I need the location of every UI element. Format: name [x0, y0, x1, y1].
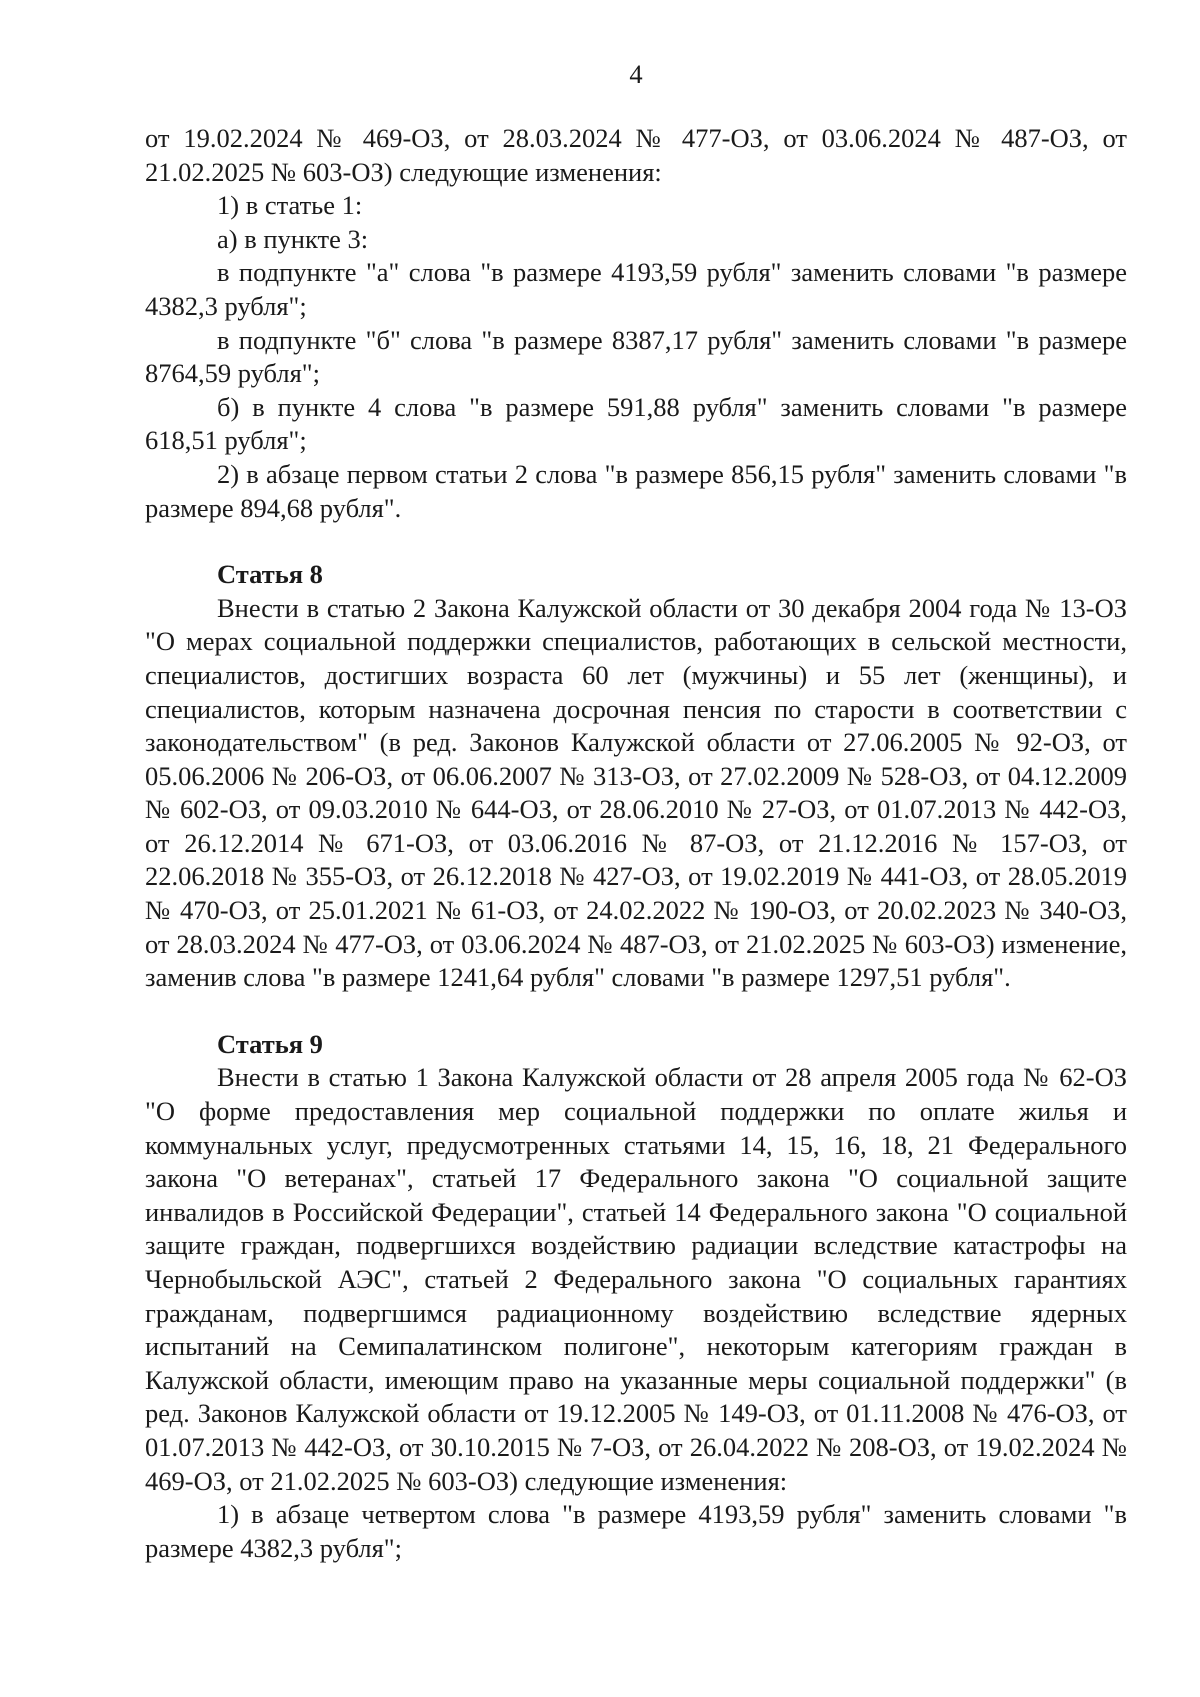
list-item-1: 1) в статье 1: — [217, 190, 363, 221]
list-item-b: б) в пункте 4 слова "в размере 591,88 рубля" заменить словами "в размере 618,51 рубля"; — [145, 391, 1127, 456]
article-8-text: Внести в статью 2 Закона Калужской области от 30 декабря 2004 года № 13-ОЗ "О мерах социальной поддержки специалистов, работающих в сельской местности, специалистов, достигших возраста 60 лет (мужчины) и 55 лет (женщины), и специалистов, которым назначена досрочная пенсия по старости в соответствии с законодательством" (в ред. Законов Калужской области от 27.06.2005 № 92-ОЗ, от 05.06.2006 № 206-ОЗ, от 06.06.2007 № 313-ОЗ, от 27.02.2009 № 528-ОЗ, от 04.12.2009 № 602-ОЗ, от 09.03.2010 № 644-ОЗ, от 28.06.2010 № 27-ОЗ, от 01.07.2013 № 442-ОЗ, от 26.12.2014 № 671-ОЗ, от 03.06.2016 № 87-ОЗ, от 21.12.2016 № 157-ОЗ, от 22.06.2018 № 355-ОЗ, от 26.12.2018 № 427-ОЗ, от 19.02.2019 № 441-ОЗ, от 28.05.2019 № 470-ОЗ, от 25.01.2021 № 61-ОЗ, от 24.02.2022 № 190-ОЗ, от 20.02.2023 № 340-ОЗ, от 28.03.2024 № 477-ОЗ, от 03.06.2024 № 487-ОЗ, от 21.02.2025 № 603-ОЗ) изменение, заменив слова "в размере 1241,64 рубля" словами "в размере 1297,51 рубля". — [145, 592, 1127, 993]
article-9-heading: Статья 9 — [217, 1028, 323, 1059]
continuation-paragraph: от 19.02.2024 № 469-ОЗ, от 28.03.2024 № 477-ОЗ, от 03.06.2024 № 487-ОЗ, от 21.02.2025 № 603-ОЗ) следующие изменения: — [145, 123, 1127, 187]
page-number: 4 — [629, 59, 643, 89]
list-item-a: а) в пункте 3: — [217, 223, 369, 254]
sub-item-a: в подпункте "а" слова "в размере 4193,59 рубля" заменить словами "в размере 4382,3 рубля"; — [145, 257, 1127, 321]
document-body — [145, 122, 1127, 1565]
article-9-item-1: 1) в абзаце четвертом слова "в размере 4193,59 рубля" заменить словами "в размере 4382,3 рубля"; — [145, 1499, 1127, 1563]
list-item-2: 2) в абзаце первом статьи 2 слова "в размере 856,15 рубля" заменить словами "в размере 894,68 рубля". — [145, 458, 1127, 523]
sub-item-b: в подпункте "б" слова "в размере 8387,17 рубля" заменить словами "в размере 8764,59 рубля"; — [145, 324, 1127, 389]
article-8-heading: Статья 8 — [217, 559, 323, 590]
article-9-text: Внести в статью 1 Закона Калужской области от 28 апреля 2005 года № 62-ОЗ "О форме предоставления мер социальной поддержки по оплате жилья и коммунальных услуг, предусмотренных статьями 14, 15, 16, 18, 21 Федерального закона "О ветеранах", статьей 17 Федерального закона "О социальной защите инвалидов в Российской Федерации", статьей 14 Федерального закона "О социальной защите граждан, подвергшихся воздействию радиации вследствие катастрофы на Чернобыльской АЭС", статьей 2 Федерального закона "О социальных гарантиях гражданам, подвергшимся радиационному воздействию вследствие ядерных испытаний на Семипалатинском полигоне", некоторым категориям граждан в Калужской области, имеющим право на указанные меры социальной поддержки" (в ред. Законов Калужской области от 19.12.2005 № 149-ОЗ, от 01.11.2008 № 476-ОЗ, от 01.07.2013 № 442-ОЗ, от 30.10.2015 № 7-ОЗ, от 26.04.2022 № 208-ОЗ, от 19.02.2024 № 469-ОЗ, от 21.02.2025 № 603-ОЗ) следующие изменения: — [145, 1062, 1127, 1496]
